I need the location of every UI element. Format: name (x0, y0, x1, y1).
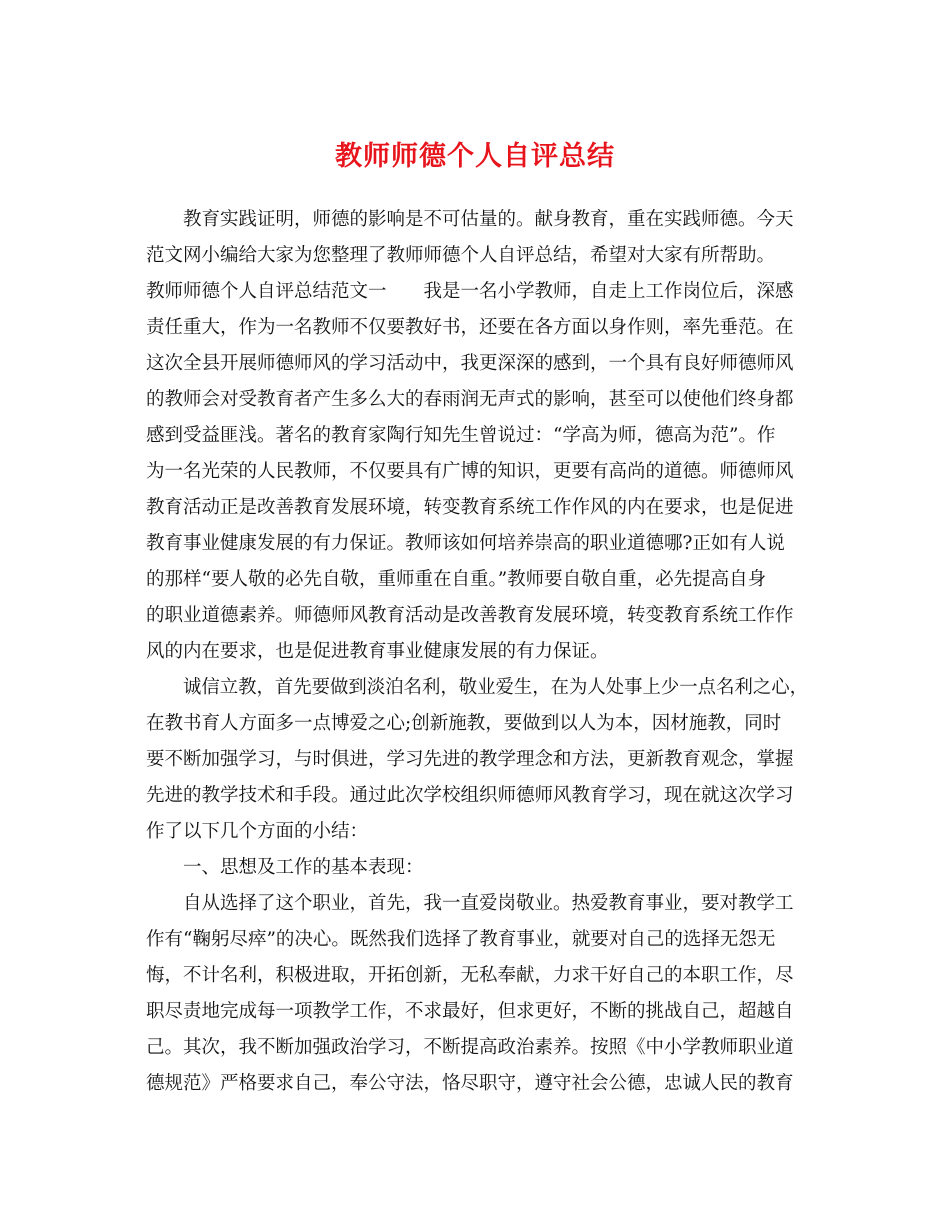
paragraph-line: 的那样“要人敬的必先自敬，重师重在自重。”教师要自敬自重，必先提高自身 (146, 569, 767, 590)
paragraph-line: 感到受益匪浅。著名的教育家陶行知先生曾说过：“学高为师，德高为范”。作 (146, 425, 776, 446)
paragraph-line: 悔，不计名利，积极进取，开拓创新，无私奉献，力求干好自己的本职工作，尽 (146, 965, 794, 986)
paragraph-line: 教师师德个人自评总结范文一 我是一名小学教师，自走上工作岗位后，深感 (146, 281, 794, 302)
paragraph-line: 这次全县开展师德师风的学习活动中，我更深深的感到，一个具有良好师德师风 (146, 353, 794, 374)
paragraph-line: 作了以下几个方面的小结： (146, 821, 369, 842)
paragraph-line: 要不断加强学习，与时俱进，学习先进的教学理念和方法，更新教育观念，掌握 (146, 749, 794, 770)
paragraph-line: 为一名光荣的人民教师，不仅要具有广博的知识，更要有高尚的道德。师德师风 (146, 461, 794, 482)
paragraph-line: 职尽责地完成每一项教学工作，不求最好，但求更好，不断的挑战自己，超越自 (146, 1001, 794, 1022)
paragraph-line: 教育实践证明，师德的影响是不可估量的。献身教育，重在实践师德。今天 (183, 209, 794, 230)
paragraph-line: 在教书育人方面多一点博爱之心;创新施教，要做到以人为本，因材施教，同时 (146, 713, 782, 734)
paragraph-line: 的教师会对受教育者产生多么大的春雨润无声式的影响，甚至可以使他们终身都 (146, 389, 794, 410)
paragraph-line: 的职业道德素养。师德师风教育活动是改善教育发展环境，转变教育系统工作作 (146, 605, 794, 626)
document-title: 教师师德个人自评总结 (335, 141, 615, 172)
section-heading: 一、思想及工作的基本表现： (183, 857, 424, 878)
paragraph-line: 责任重大，作为一名教师不仅要教好书，还要在各方面以身作则，率先垂范。在 (146, 317, 794, 338)
paragraph-line: 德规范》严格要求自己，奉公守法，恪尽职守，遵守社会公德，忠诚人民的教育 (146, 1073, 794, 1094)
paragraph-line: 教育事业健康发展的有力保证。教师该如何培养崇高的职业道德哪?正如有人说 (146, 533, 785, 554)
paragraph-line: 风的内在要求，也是促进教育事业健康发展的有力保证。 (146, 641, 609, 662)
paragraph-line: 己。其次，我不断加强政治学习，不断提高政治素养。按照《中小学教师职业道 (146, 1037, 794, 1058)
paragraph-line: 作有“鞠躬尽瘁”的决心。既然我们选择了教育事业，就要对自己的选择无怨无 (146, 929, 776, 950)
paragraph-line: 教育活动正是改善教育发展环境，转变教育系统工作作风的内在要求，也是促进 (146, 497, 794, 518)
paragraph-line: 范文网小编给大家为您整理了教师师德个人自评总结，希望对大家有所帮助。 (146, 245, 776, 266)
paragraph-line: 先进的教学技术和手段。通过此次学校组织师德师风教育学习，现在就这次学习 (146, 785, 794, 806)
paragraph-line: 自从选择了这个职业，首先，我一直爱岗敬业。热爱教育事业，要对教学工 (183, 893, 794, 914)
paragraph-line: 诚信立教，首先要做到淡泊名利，敬业爱生，在为人处事上少一点名利之心， (183, 677, 808, 698)
